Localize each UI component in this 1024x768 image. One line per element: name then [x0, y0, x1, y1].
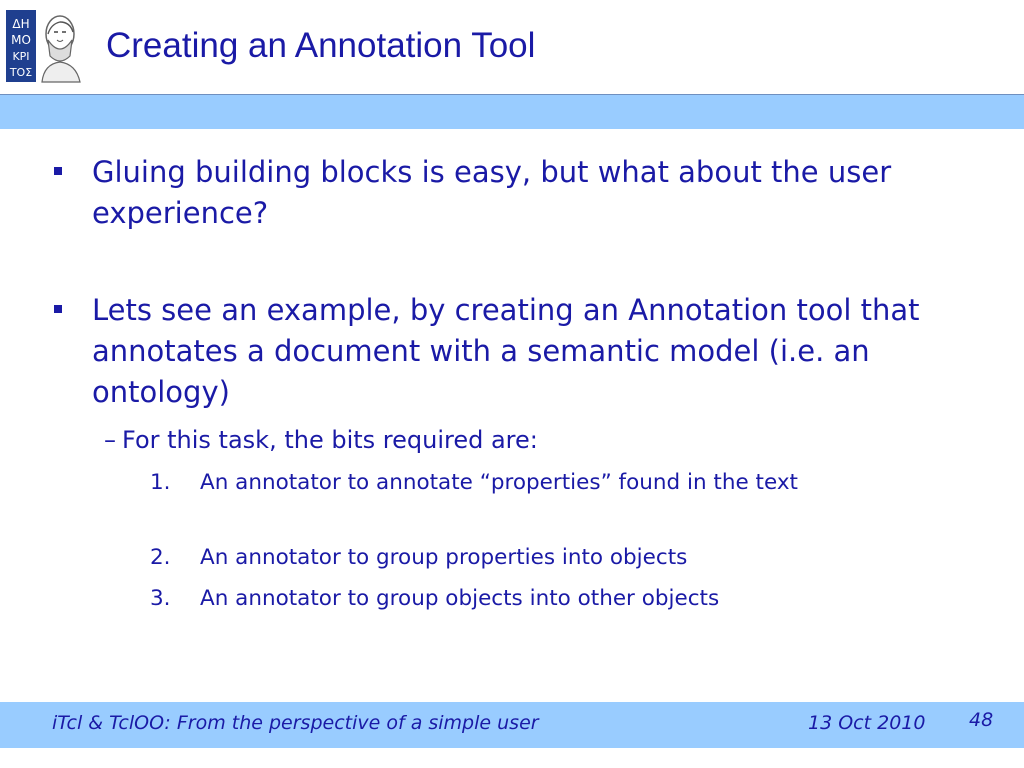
- bullet-text: Gluing building blocks is easy, but what about the user experience?: [92, 155, 892, 230]
- institution-logo: [4, 8, 84, 84]
- square-bullet-icon: [54, 167, 62, 175]
- header-band: [0, 94, 1024, 129]
- item-text: An annotator to annotate “properties” found in the text: [200, 470, 798, 495]
- footer-date: 13 Oct 2010: [808, 712, 926, 734]
- slide-title: Creating an Annotation Tool: [106, 26, 536, 65]
- square-bullet-icon: [54, 305, 62, 313]
- footer-text: iTcl & TclOO: From the perspective of a simple user: [52, 712, 539, 734]
- item-number: 2.: [150, 545, 171, 570]
- item-text: An annotator to group objects into other objects: [200, 586, 720, 611]
- svg-text:ΚΡΙ: ΚΡΙ: [12, 50, 30, 63]
- sub-bullet-text: For this task, the bits required are:: [122, 426, 538, 454]
- svg-text:ΜΟ: ΜΟ: [11, 33, 31, 47]
- sub-bullet-item: [104, 424, 924, 456]
- item-number: 1.: [150, 470, 171, 495]
- bullet-text: Lets see an example, by creating an Annotation tool that annotates a document with a semantic model (i.e. an ontology): [92, 293, 920, 409]
- bust-figure: [42, 16, 80, 82]
- page-number: 48: [969, 709, 994, 731]
- item-text: An annotator to group properties into objects: [200, 545, 688, 570]
- svg-text:ΔΗ: ΔΗ: [12, 17, 30, 31]
- dash-bullet-icon: –: [104, 426, 116, 454]
- svg-text:ΤΟΣ: ΤΟΣ: [9, 66, 33, 79]
- item-number: 3.: [150, 586, 171, 611]
